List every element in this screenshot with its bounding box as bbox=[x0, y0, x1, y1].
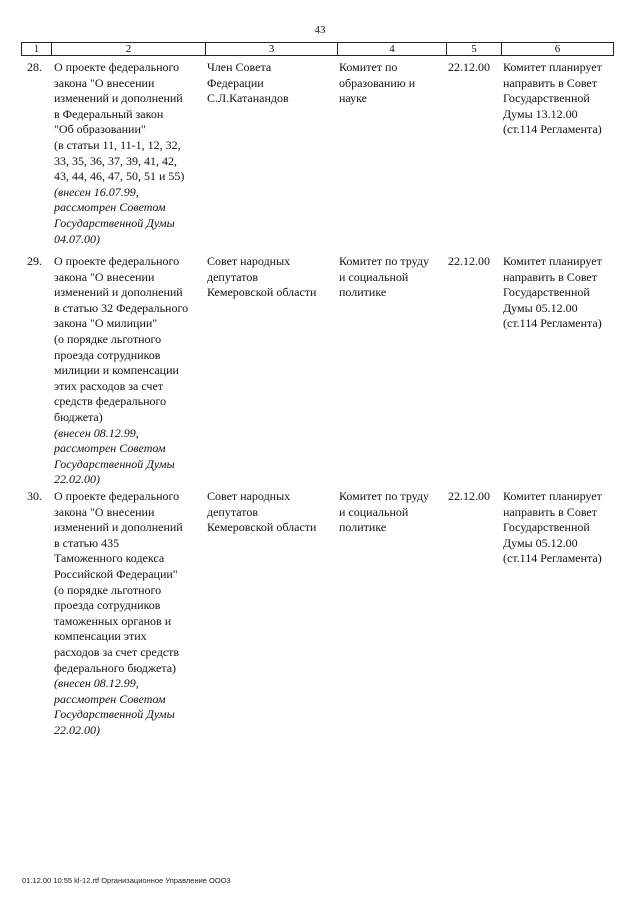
entry-decision-line: направить в Совет bbox=[503, 75, 597, 90]
footer-text: 01.12.00 10:55 kl-12.rtf Организационное Управление ООО3 bbox=[22, 876, 231, 885]
entry-title-note-line: (внесен 08.12.99, bbox=[54, 676, 139, 691]
entry-date: 22.12.00 bbox=[448, 254, 490, 268]
entry-committee-line: Комитет по труду bbox=[339, 489, 430, 503]
column-header-5: 5 bbox=[447, 43, 502, 56]
entry-decision-line: направить в Совет bbox=[503, 504, 597, 519]
entry-author bbox=[207, 254, 337, 301]
entry-title-note-line: Государственной Думы bbox=[54, 456, 175, 471]
entry-title-note-line: Государственной Думы bbox=[54, 707, 175, 722]
entry-decision-line: Думы 05.12.00 bbox=[503, 300, 578, 315]
entry-decision bbox=[503, 60, 619, 138]
entry-title-line: закона "О внесении bbox=[54, 75, 155, 90]
entry-decision-line: Комитет планирует bbox=[503, 254, 602, 268]
page-number: 43 bbox=[314, 24, 326, 36]
entry-decision-line: направить в Совет bbox=[503, 269, 597, 284]
entry-author-line: Совет народных bbox=[207, 254, 291, 268]
entry-decision-line: Государственной bbox=[503, 91, 590, 106]
entry-committee bbox=[339, 60, 445, 107]
column-header-1: 1 bbox=[22, 43, 52, 56]
column-header-row bbox=[22, 43, 614, 56]
entry-number: 30. bbox=[27, 489, 42, 503]
entry-decision-line: Думы 13.12.00 bbox=[503, 106, 578, 121]
entry-title-note-line: (внесен 08.12.99, bbox=[54, 425, 139, 440]
entry-title-line: О проекте федерального bbox=[54, 254, 180, 268]
entry-author-line: Член Совета bbox=[207, 60, 272, 74]
entry-title-line: расходов за счет средств bbox=[54, 644, 180, 659]
entry-decision-line: (ст.114 Регламента) bbox=[503, 122, 602, 137]
entry-title-note-line: рассмотрен Советом bbox=[54, 691, 166, 706]
column-header-2: 2 bbox=[52, 43, 206, 56]
entry-title-line: О проекте федерального bbox=[54, 489, 180, 503]
entry-author-line: Совет народных bbox=[207, 489, 291, 503]
entry-title-line: этих расходов за счет bbox=[54, 378, 164, 393]
entry-title-note-line: (внесен 16.07.99, bbox=[54, 184, 139, 199]
entry-title-line: милиции и компенсации bbox=[54, 363, 179, 378]
entry-title-line: закона "О внесении bbox=[54, 504, 155, 519]
entry-decision-line: Думы 05.12.00 bbox=[503, 535, 578, 550]
entry-title-line: изменений и дополнений bbox=[54, 285, 183, 300]
entry-title-line: "Об образовании" bbox=[54, 122, 146, 137]
entry-author-line: Кемеровской области bbox=[207, 520, 317, 535]
entry-title-line: изменений и дополнений bbox=[54, 91, 183, 106]
entry-title-line: проезда сотрудников bbox=[54, 598, 161, 613]
entry-decision bbox=[503, 489, 619, 567]
entry-committee-line: политике bbox=[339, 285, 387, 300]
entry-title-line: в статью 32 Федерального bbox=[54, 300, 189, 315]
entry-decision-line: Государственной bbox=[503, 285, 590, 300]
entry-decision-line: Комитет планирует bbox=[503, 489, 602, 503]
entry-title-note-line: 22.02.00) bbox=[54, 472, 100, 487]
entry-title-line: 43, 44, 46, 47, 50, 51 и 55) bbox=[54, 169, 185, 184]
column-header-6: 6 bbox=[502, 43, 614, 56]
entry-number: 29. bbox=[27, 254, 42, 268]
entry-author-line: депутатов bbox=[207, 504, 259, 519]
entry-title-line: проезда сотрудников bbox=[54, 347, 161, 362]
entry-committee-line: науке bbox=[339, 91, 367, 106]
entry-committee-line: политике bbox=[339, 520, 387, 535]
entry-date: 22.12.00 bbox=[448, 489, 490, 503]
entry-title-note-line: рассмотрен Советом bbox=[54, 200, 166, 215]
entry-title-line: Российской Федерации" bbox=[54, 566, 178, 581]
entry-committee-line: и социальной bbox=[339, 269, 409, 284]
entry-title-line: закона "О милиции" bbox=[54, 316, 158, 331]
entry-title-note-line: Государственной Думы bbox=[54, 215, 175, 230]
entry-title-line: (о порядке льготного bbox=[54, 582, 162, 597]
entry-committee-line: образованию и bbox=[339, 75, 416, 90]
entry-decision-line: Государственной bbox=[503, 520, 590, 535]
entry-committee bbox=[339, 489, 445, 536]
entry-title-line: в статью 435 bbox=[54, 535, 120, 550]
entry-title-line: (в статьи 11, 11-1, 12, 32, bbox=[54, 137, 181, 152]
entry-author-line: депутатов bbox=[207, 269, 259, 284]
entry-decision bbox=[503, 254, 619, 332]
entry-committee-line: и социальной bbox=[339, 504, 409, 519]
entry-author-line: Федерации bbox=[207, 75, 264, 90]
entry-title-line: изменений и дополнений bbox=[54, 520, 183, 535]
entry-title-line: Таможенного кодекса bbox=[54, 551, 165, 566]
entry-author bbox=[207, 60, 337, 107]
entry-title-line: компенсации этих bbox=[54, 629, 147, 644]
entry-author-line: Кемеровской области bbox=[207, 285, 317, 300]
entry-title-note-line: 04.07.00) bbox=[54, 231, 100, 246]
column-header-4: 4 bbox=[338, 43, 447, 56]
entry-title-line: таможенных органов и bbox=[54, 613, 172, 628]
entry-title-line: бюджета) bbox=[54, 409, 103, 424]
entry-decision-line: (ст.114 Регламента) bbox=[503, 316, 602, 331]
column-header-table bbox=[21, 42, 614, 56]
entry-decision-line: (ст.114 Регламента) bbox=[503, 551, 602, 566]
entry-committee-line: Комитет по труду bbox=[339, 254, 430, 268]
entry-title-line: О проекте федерального bbox=[54, 60, 180, 74]
entry-author-line: С.Л.Катанандов bbox=[207, 91, 289, 106]
column-header-3: 3 bbox=[206, 43, 338, 56]
entry-title bbox=[54, 60, 204, 247]
entry-title bbox=[54, 489, 204, 739]
entry-author bbox=[207, 489, 337, 536]
entry-title-line: средств федерального bbox=[54, 394, 167, 409]
entry-title-note-line: рассмотрен Советом bbox=[54, 441, 166, 456]
entry-committee bbox=[339, 254, 445, 301]
entry-committee-line: Комитет по bbox=[339, 60, 398, 74]
entry-title-line: 33, 35, 36, 37, 39, 41, 42, bbox=[54, 153, 177, 168]
entry-title-note-line: 22.02.00) bbox=[54, 722, 100, 737]
entry-decision-line: Комитет планирует bbox=[503, 60, 602, 74]
entry-title bbox=[54, 254, 204, 488]
entry-title-line: федерального бюджета) bbox=[54, 660, 177, 675]
entry-number: 28. bbox=[27, 60, 42, 74]
entry-title-line: (о порядке льготного bbox=[54, 331, 162, 346]
entry-date: 22.12.00 bbox=[448, 60, 490, 74]
entry-title-line: в Федеральный закон bbox=[54, 106, 164, 121]
entry-title-line: закона "О внесении bbox=[54, 269, 155, 284]
